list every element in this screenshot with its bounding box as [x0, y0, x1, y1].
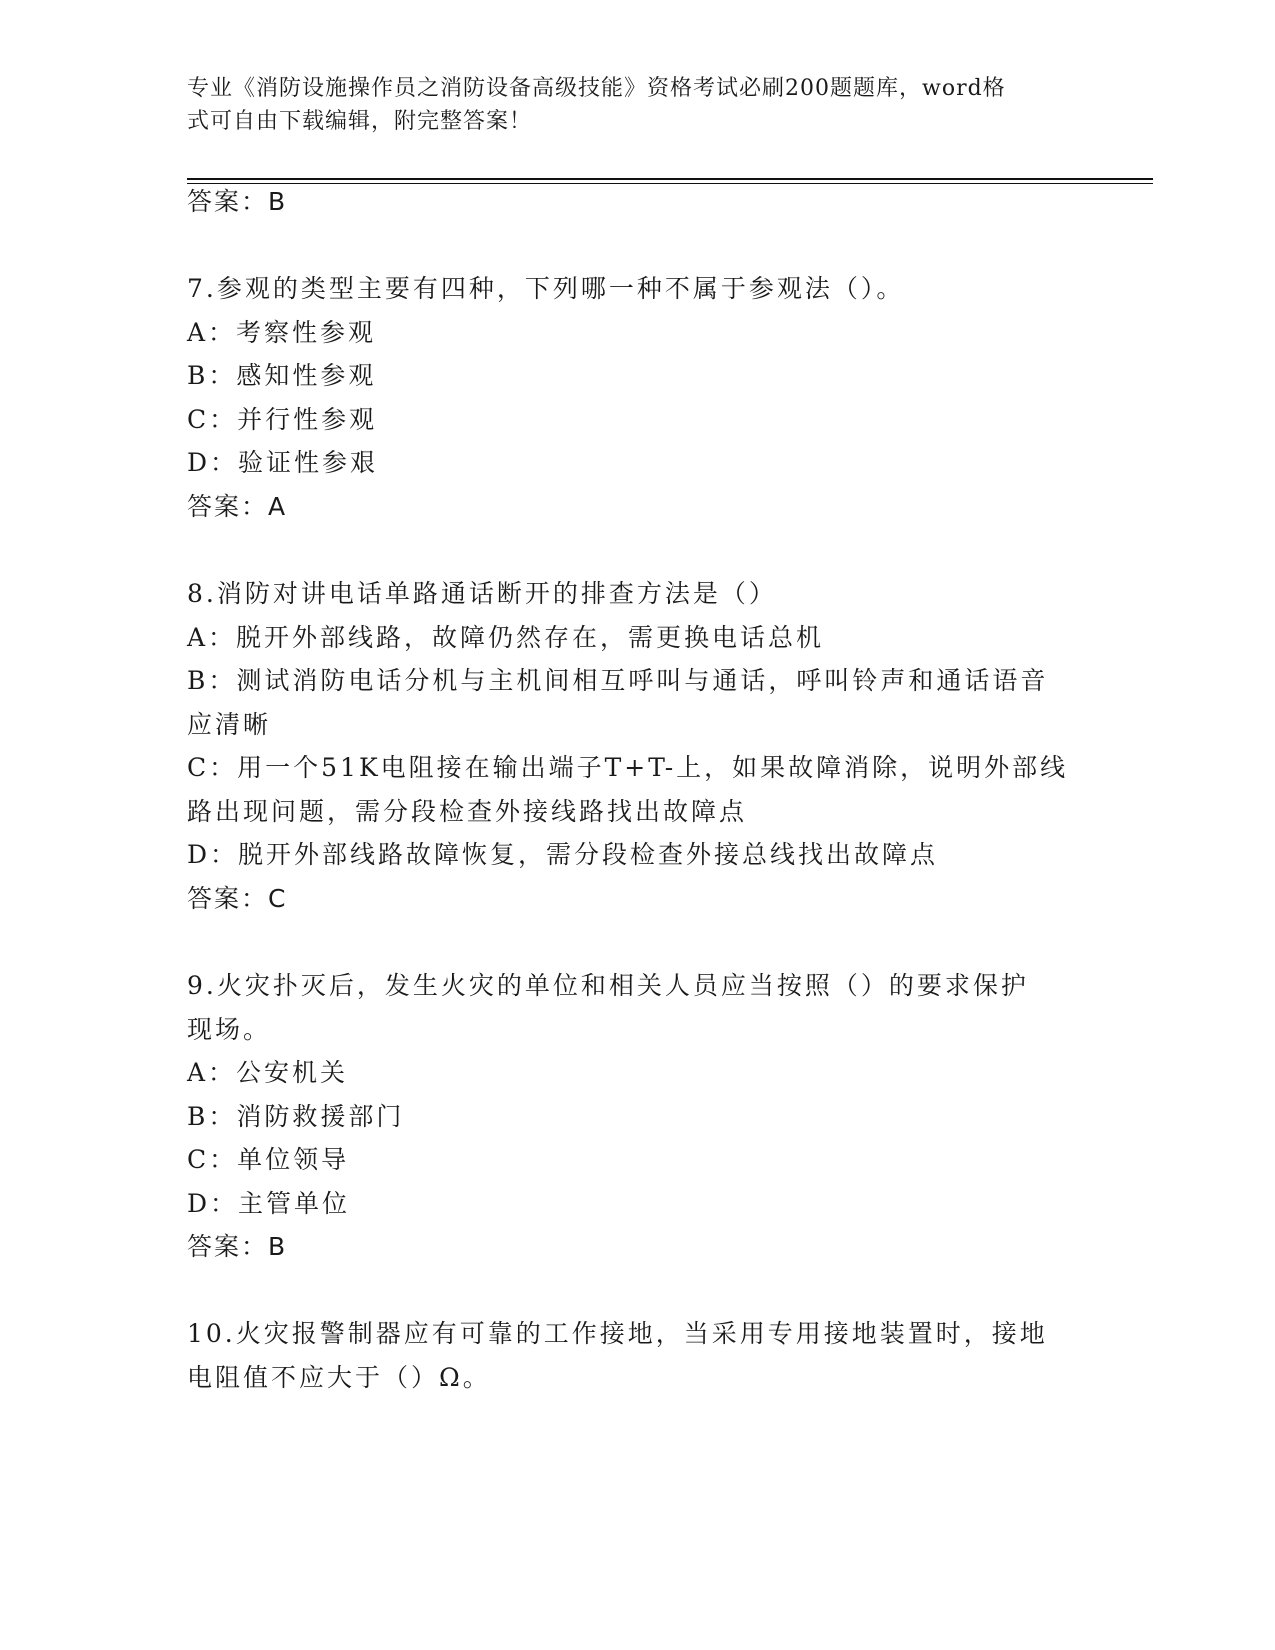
- question-stem-line: 7.参观的类型主要有四种，下列哪一种不属于参观法（）。: [187, 274, 905, 303]
- answer-line: [187, 491, 1087, 523]
- option-a: A：公安机关: [187, 1058, 349, 1087]
- answer-label: 答案：: [187, 187, 269, 216]
- header-divider-thick: [187, 178, 1153, 180]
- option-a: A：脱开外部线路，故障仍然存在，需更换电话总机: [187, 623, 825, 652]
- option-a: A：考察性参观: [187, 318, 377, 347]
- answer-value: B: [268, 1232, 286, 1261]
- answer-value: A: [268, 492, 286, 521]
- question-stem-line: 10.火灾报警制器应有可靠的工作接地，当采用专用接地装置时，接地: [187, 1319, 1048, 1348]
- option-b: B：测试消防电话分机与主机间相互呼叫与通话，呼叫铃声和通话语音: [187, 666, 1049, 695]
- answer-value: C: [268, 884, 286, 913]
- option-b-continuation: 应清晰: [187, 710, 272, 739]
- document-header: [187, 72, 1067, 138]
- header-divider-thin: [187, 183, 1153, 184]
- question-stem-continuation: 现场。: [187, 1015, 272, 1044]
- option-d: D：验证性参艰: [187, 448, 379, 477]
- option-c-continuation: 路出现问题，需分段检查外接线路找出故障点: [187, 797, 748, 826]
- option-b: B：感知性参观: [187, 361, 377, 390]
- answer-label: 答案：: [187, 884, 269, 913]
- option-c: C：并行性参观: [187, 405, 378, 434]
- answer-line: [187, 186, 1087, 218]
- question-stem-continuation: 电阻值不应大于（）Ω。: [187, 1363, 491, 1392]
- header-line-1: 专业《消防设施操作员之消防设备高级技能》资格考试必刷200题题库，word格: [187, 76, 1006, 101]
- answer-label: 答案：: [187, 492, 269, 521]
- question-stem-line: 9.火灾扑灭后，发生火灾的单位和相关人员应当按照（）的要求保护: [187, 971, 1029, 1000]
- option-b: B：消防救援部门: [187, 1102, 405, 1131]
- answer-line: [187, 883, 1087, 915]
- question-stem-line: 8.消防对讲电话单路通话断开的排查方法是（）: [187, 579, 777, 608]
- answer-line: [187, 1231, 1087, 1263]
- answer-value: B: [268, 187, 286, 216]
- header-line-2: 式可自由下载编辑，附完整答案！: [187, 109, 533, 134]
- option-c: C：单位领导: [187, 1145, 350, 1174]
- option-d: D：主管单位: [187, 1189, 351, 1218]
- option-c: C：用一个51K电阻接在输出端子T+T-上，如果故障消除，说明外部线: [187, 753, 1069, 782]
- option-d: D：脱开外部线路故障恢复，需分段检查外接总线找出故障点: [187, 840, 939, 869]
- answer-label: 答案：: [187, 1232, 269, 1261]
